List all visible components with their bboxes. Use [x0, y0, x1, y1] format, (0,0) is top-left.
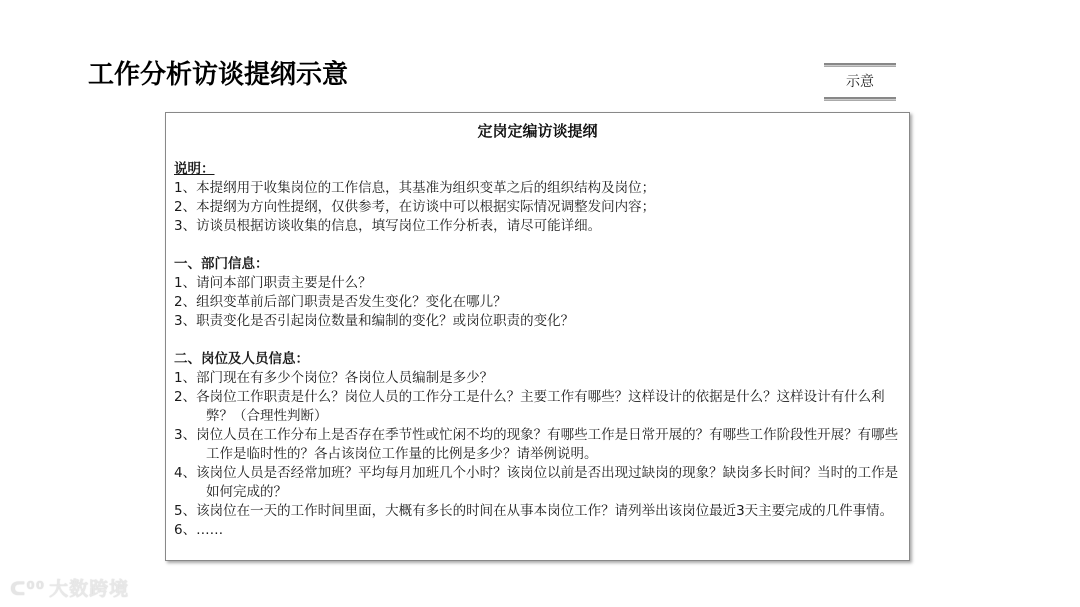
section2-item: 4、该岗位人员是否经常加班？平均每月加班几个小时？该岗位以前是否出现过缺岗的现象？缺岗多长时间？当时的工作是如何完成的？: [174, 465, 899, 500]
section2-item: 1、部门现在有多少个岗位？各岗位人员编制是多少？: [174, 370, 494, 386]
section2-item: 5、该岗位在一天的工作时间里面，大概有多长的时间在从事本岗位工作？请列举出该岗位最近3天主要完成的几件事情。: [174, 503, 894, 519]
document-title: 定岗定编访谈提纲: [477, 122, 598, 140]
section1-item: 1、请问本部门职责主要是什么？: [174, 275, 372, 291]
intro-item: 2、本提纲为方向性提纲，仅供参考，在访谈中可以根据实际情况调整发问内容；: [174, 199, 656, 215]
page-title: 工作分析访谈提纲示意: [88, 60, 349, 90]
section2-item: 2、各岗位工作职责是什么？岗位人员的工作分工是什么？主要工作有哪些？这样设计的依据是什么？这样设计有什么利弊？（合理性判断）: [174, 389, 885, 424]
tag-label: 示意: [846, 74, 874, 90]
watermark-text: 大数跨境: [49, 578, 130, 600]
interview-outline-box: [165, 112, 910, 561]
document-body: [174, 160, 902, 540]
watermark: [10, 574, 129, 601]
section2-item: 3、岗位人员在工作分布上是否存在季节性或忙闲不均的现象？有哪些工作是日常开展的？有哪些工作阶段性开展？有哪些工作是临时性的？各占该岗位工作量的比例是多少？请举例说明。: [174, 427, 899, 462]
section1-item: 3、职责变化是否引起岗位数量和编制的变化？或岗位职责的变化？: [174, 313, 575, 329]
section2-item: 6、……: [174, 522, 224, 538]
section2-heading: 二、岗位及人员信息：: [174, 351, 309, 367]
intro-item: 1、本提纲用于收集岗位的工作信息，其基准为组织变革之后的组织结构及岗位；: [174, 180, 656, 196]
section1-item: 2、组织变革前后部门职责是否发生变化？变化在哪儿？: [174, 294, 507, 310]
tag-badge: [824, 63, 896, 101]
intro-heading: 说明：: [174, 161, 215, 177]
tag-divider-bottom: [824, 97, 896, 101]
section1-heading: 一、部门信息：: [174, 256, 269, 272]
tag-divider-top: [824, 63, 896, 67]
watermark-logo-icon: ᑕ⁰⁰: [10, 578, 46, 600]
intro-item: 3、访谈员根据访谈收集的信息，填写岗位工作分析表，请尽可能详细。: [174, 218, 602, 234]
